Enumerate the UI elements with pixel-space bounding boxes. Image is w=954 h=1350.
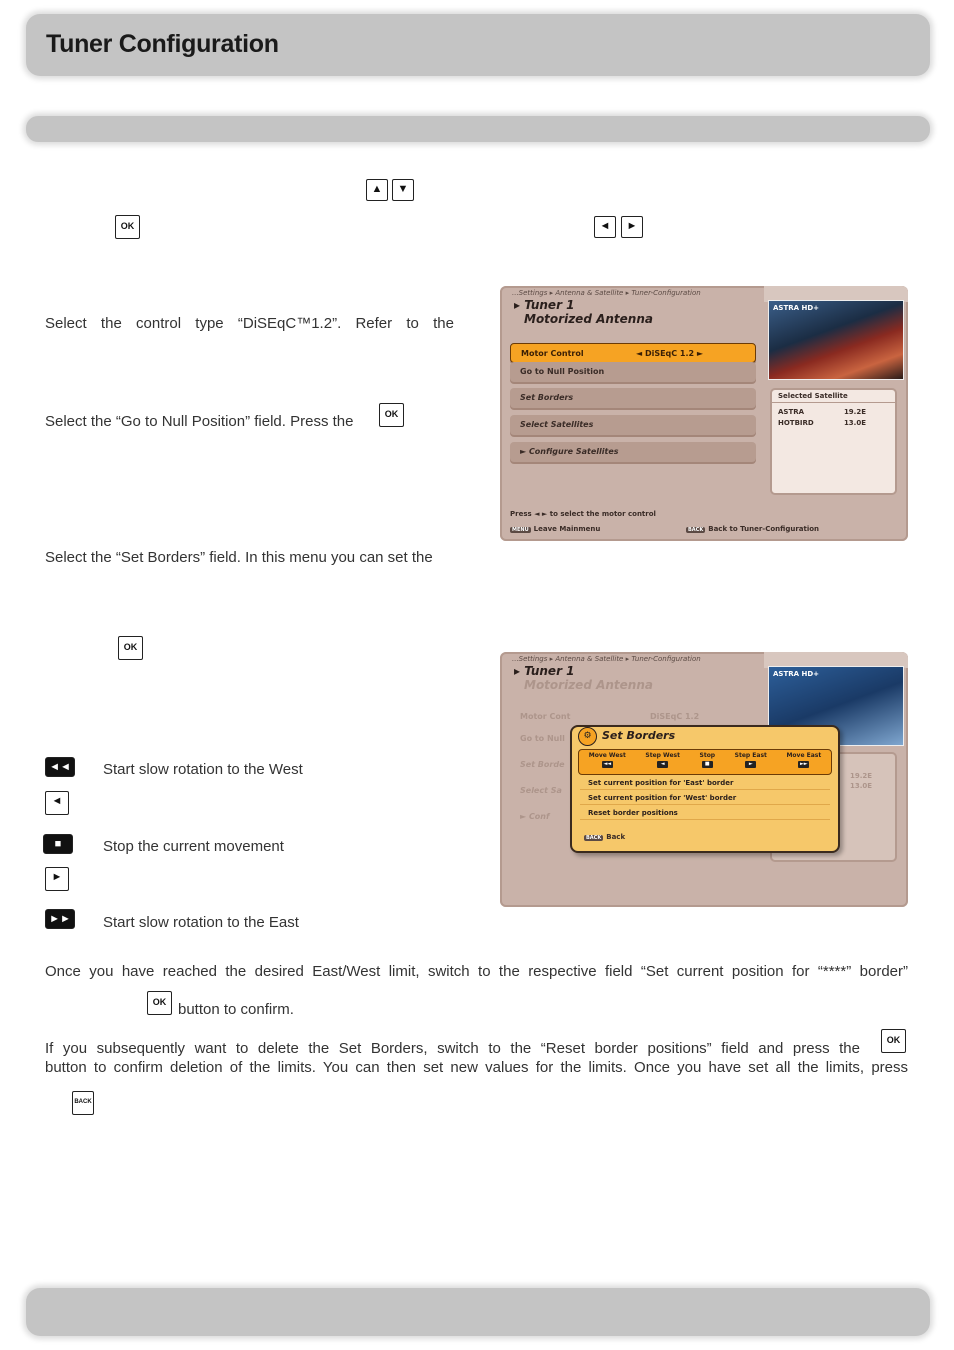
movement-controls[interactable]	[578, 749, 832, 775]
legend-stop: Stop the current movement	[103, 838, 284, 855]
step-null-position: Select the “Go to Null Position” field. Press the	[45, 413, 354, 430]
step-west-key-icon: ◄	[45, 791, 69, 815]
stop-key-icon: ■	[43, 834, 73, 854]
bg-value: DiSEqC 1.2	[650, 712, 700, 721]
step-select-control: Select the control type “DiSEqC™1.2”. Refer to the	[45, 315, 454, 332]
help-press: Press ◄ ► to select the motor control	[510, 510, 656, 518]
step-west-control[interactable]: Step West ◄	[645, 752, 680, 767]
selected-satellite-header: Selected Satellite	[772, 390, 895, 403]
down-key-icon: ▼	[392, 179, 414, 201]
menu-select-satellites[interactable]: Select Satellites	[510, 415, 756, 435]
channel-name: ASTRA HD+	[773, 304, 820, 312]
bg-row: Motor Cont	[520, 712, 571, 721]
satellite-panel-dim: 19.2E 13.0E	[770, 752, 897, 862]
fast-rewind-key-icon: ◄◄	[45, 757, 75, 777]
satellite-dish-icon: ⚙	[578, 727, 597, 746]
menu-motor-control[interactable]: Motor Control ◄ DiSEqC 1.2 ►	[510, 343, 756, 363]
ok-key-icon: OK	[881, 1029, 906, 1053]
paragraph-reset-line2: button to confirm deletion of the limits. You can then set new values for the limits. Once you have set all the limits, press	[45, 1059, 908, 1076]
menu-set-borders[interactable]: Set Borders	[510, 388, 756, 408]
antenna-subtitle: Motorized Antenna	[524, 312, 653, 326]
tuner-title: ▸ Tuner 1	[514, 664, 575, 678]
channel-name: ASTRA HD+	[773, 670, 820, 678]
motor-control-value[interactable]: ◄ DiSEqC 1.2 ►	[636, 349, 704, 358]
option-reset-borders[interactable]: Reset border positions	[580, 806, 830, 820]
menu-configure-satellites[interactable]: ► Configure Satellites	[510, 442, 756, 462]
bg-row: ► Conf	[520, 812, 550, 821]
ok-key-icon: OK	[118, 636, 143, 660]
tuner-title: ▸ Tuner 1	[514, 298, 575, 312]
step-set-borders: Select the “Set Borders” field. In this menu you can set the	[45, 549, 433, 566]
paragraph-border-line1: Once you have reached the desired East/West limit, switch to the respective field “Set current position for “****” border”	[45, 963, 908, 980]
tv-screen-motor-control	[500, 286, 908, 541]
left-key-icon: ◄	[657, 761, 668, 768]
set-borders-dialog	[570, 725, 840, 853]
channel-preview	[768, 300, 904, 380]
tv-screen-set-borders	[500, 652, 908, 907]
paragraph-border-line2: button to confirm.	[178, 1001, 294, 1018]
step-east-control[interactable]: Step East ►	[734, 752, 767, 767]
right-key-icon: ►	[745, 761, 756, 768]
legend-move-east: Start slow rotation to the East	[103, 914, 299, 931]
dialog-back[interactable]: BACK Back	[586, 833, 626, 841]
ok-key-icon: OK	[379, 403, 404, 427]
title-band	[26, 14, 930, 76]
help-menu: MENU Leave Mainmenu	[512, 525, 601, 533]
paragraph-reset-line1: If you subsequently want to delete the Set Borders, switch to the “Reset border positions” field and press the	[45, 1040, 860, 1057]
breadcrumb: ...Settings ▸ Antenna & Satellite ▸ Tuner-Configuration	[512, 289, 701, 297]
option-west-border[interactable]: Set current position for 'West' border	[580, 791, 830, 805]
satellite-row: HOTBIRD 13.0E	[778, 419, 866, 427]
step-east-key-icon: ►	[45, 867, 69, 891]
move-west-control[interactable]: Move West ◄◄	[588, 752, 626, 767]
breadcrumb: ...Settings ▸ Antenna & Satellite ▸ Tuner-Configuration	[512, 655, 701, 663]
fast-forward-key-icon: ►►	[45, 909, 75, 929]
move-east-control[interactable]: Move East ►►	[786, 752, 822, 767]
satellite-row: ASTRA 19.2E	[778, 408, 866, 416]
ok-key-icon: OK	[147, 991, 172, 1015]
menu-go-to-null[interactable]: Go to Null Position	[510, 362, 756, 382]
up-key-icon: ▲	[366, 179, 388, 201]
help-back: BACK Back to Tuner-Configuration	[688, 525, 820, 533]
stop-key-icon: ■	[702, 761, 713, 768]
bg-row: Go to Null	[520, 734, 565, 743]
page-title: Tuner Configuration	[46, 30, 279, 58]
option-east-border[interactable]: Set current position for 'East' border	[580, 776, 830, 790]
fast-rewind-key-icon: ◄◄	[603, 761, 612, 767]
stop-control[interactable]: Stop ■	[699, 752, 716, 767]
back-key-icon: BACK	[72, 1091, 94, 1115]
fast-forward-key-icon: ►►	[799, 761, 808, 767]
dialog-title: Set Borders	[602, 729, 676, 742]
right-key-icon: ►	[621, 216, 643, 238]
bg-row: Select Sa	[520, 786, 562, 795]
ok-key-icon: OK	[115, 215, 140, 239]
section-band	[26, 116, 930, 142]
footer-band	[26, 1288, 930, 1336]
left-key-icon: ◄	[594, 216, 616, 238]
bg-row: Set Borde	[520, 760, 565, 769]
selected-satellite-panel	[770, 388, 897, 495]
legend-move-west: Start slow rotation to the West	[103, 761, 303, 778]
antenna-subtitle: Motorized Antenna	[524, 678, 653, 692]
